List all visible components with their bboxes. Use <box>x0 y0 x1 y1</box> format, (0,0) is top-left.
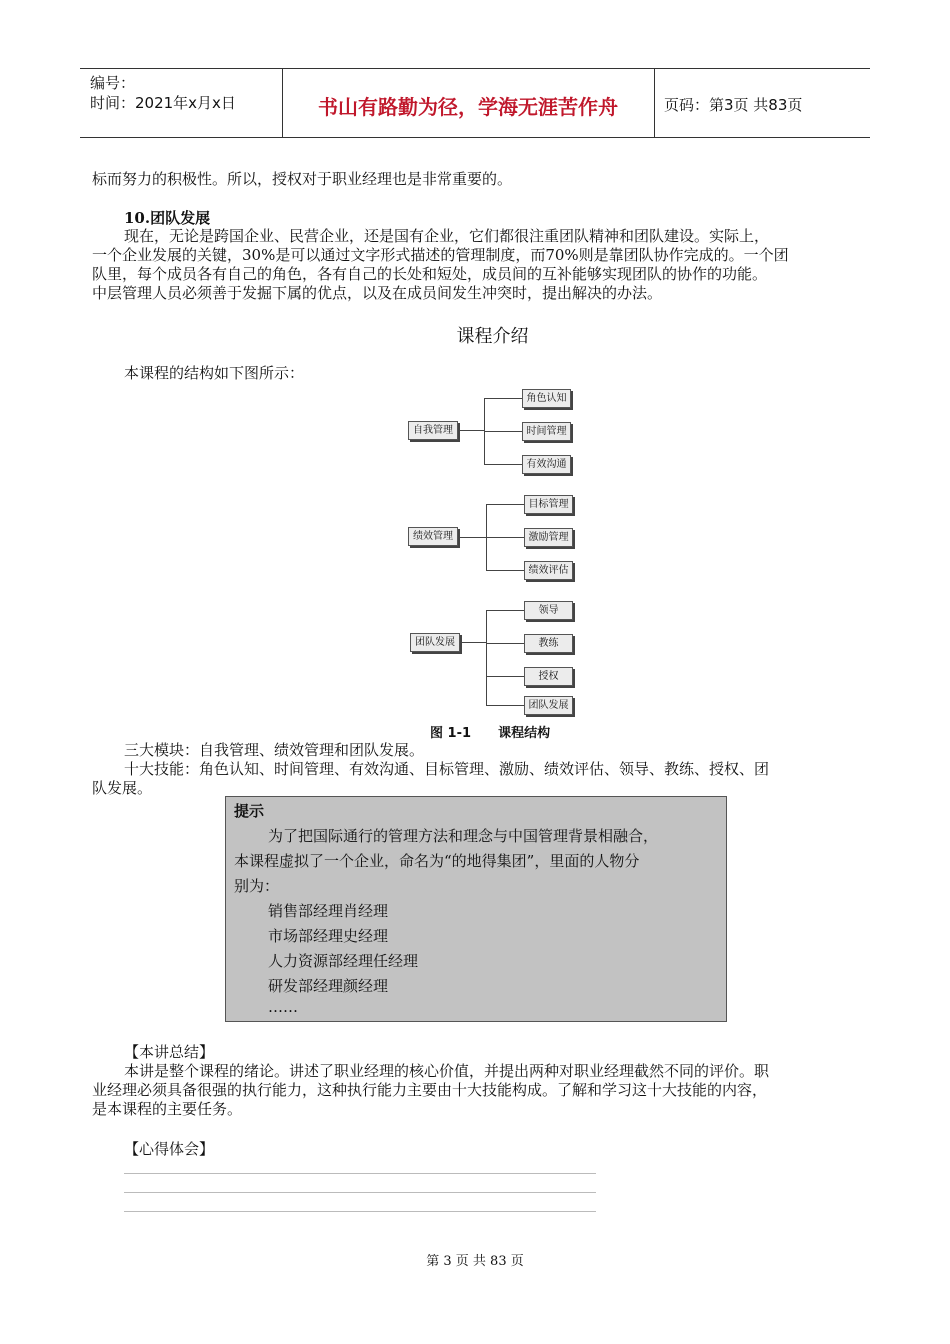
writing-line <box>124 1173 596 1174</box>
connector-line <box>486 676 524 677</box>
skills-line: 队发展。 <box>92 779 153 797</box>
tip-person: 研发部经理颜经理 <box>268 977 389 995</box>
header-motto: 书山有路勤为径，学海无涯苦作舟 <box>318 95 618 119</box>
skills-line: 十大技能：角色认知、时间管理、有效沟通、目标管理、激励、绩效评估、领导、教练、授权、团 <box>124 760 770 778</box>
diagram-child-box: 时间管理 <box>522 422 571 441</box>
figure-caption: 图 1-1 课程结构 <box>430 726 551 741</box>
connector-line <box>458 537 486 538</box>
tip-person: 人力资源部经理任经理 <box>268 952 419 970</box>
diagram-child-box: 教练 <box>524 634 573 653</box>
connector-line <box>484 464 522 465</box>
connector-line <box>486 570 524 571</box>
tip-ellipsis: …… <box>268 998 298 1016</box>
diagram-child-box: 授权 <box>524 667 573 686</box>
connector-line <box>486 610 487 705</box>
diagram-root-box: 自我管理 <box>408 421 458 440</box>
writing-line <box>124 1192 596 1193</box>
lecture-summary-line: 业经理必须具备很强的执行能力，这种执行能力主要由十大技能构成。了解和学习这十大技能的内容， <box>92 1081 768 1099</box>
diagram-child-box: 目标管理 <box>524 495 573 514</box>
course-title: 课程介绍 <box>456 326 529 347</box>
diagram-root-box: 团队发展 <box>410 633 460 652</box>
connector-line <box>484 398 522 399</box>
diagram-child-box: 领导 <box>524 601 573 620</box>
doc-number-label: 编号： <box>90 74 136 92</box>
modules-line: 三大模块：自我管理、绩效管理和团队发展。 <box>124 741 425 759</box>
paragraph-continuation: 标而努力的积极性。所以，授权对于职业经理也是非常重要的。 <box>92 170 513 188</box>
tip-person: 销售部经理肖经理 <box>268 902 389 920</box>
tip-line: 本课程虚拟了一个企业，命名为“的地得集团”，里面的人物分 <box>234 852 640 870</box>
connector-line <box>486 610 524 611</box>
paragraph-line: 中层管理人员必须善于发掘下属的优点，以及在成员间发生冲突时，提出解决的办法。 <box>92 284 663 302</box>
diagram-child-box: 绩效评估 <box>524 561 573 580</box>
paragraph-line: 队里，每个成员各有自己的角色，各有自己的长处和短处，成员间的互补能够实现团队的协作的功能。 <box>92 265 768 283</box>
section-heading: 10.团队发展 <box>124 209 211 227</box>
tip-line: 别为： <box>234 877 280 895</box>
header-page-info: 页码：第3页 共83页 <box>664 96 803 114</box>
lecture-summary-line: 本讲是整个课程的绪论。讲述了职业经理的核心价值，并提出两种对职业经理截然不同的评价。职 <box>124 1062 770 1080</box>
diagram-child-box: 团队发展 <box>524 696 573 715</box>
connector-line <box>486 643 524 644</box>
doc-date: 时间：2021年x月x日 <box>90 94 236 112</box>
paragraph-line: 现在，无论是跨国企业、民营企业，还是国有企业，它们都很注重团队精神和团队建设。实际上， <box>124 227 770 245</box>
paragraph-line: 一个企业发展的关键，30%是可以通过文字形式描述的管理制度，而70%则是靠团队协作完成的。一个团 <box>92 246 789 264</box>
connector-line <box>484 431 522 432</box>
tip-title: 提示 <box>234 802 265 820</box>
writing-line <box>124 1211 596 1212</box>
connector-line <box>460 642 486 643</box>
lecture-summary-line: 是本课程的主要任务。 <box>92 1100 243 1118</box>
diagram-child-box: 激励管理 <box>524 528 573 547</box>
diagram-root-box: 绩效管理 <box>408 527 458 546</box>
connector-line <box>486 504 524 505</box>
diagram-child-box: 有效沟通 <box>522 455 571 474</box>
tip-person: 市场部经理史经理 <box>268 927 389 945</box>
diagram-child-box: 角色认知 <box>522 389 571 408</box>
connector-line <box>486 537 524 538</box>
connector-line <box>486 705 524 706</box>
tip-line: 为了把国际通行的管理方法和理念与中国管理背景相融合， <box>268 827 659 845</box>
lecture-summary-title: 【本讲总结】 <box>124 1043 215 1061</box>
reflection-title: 【心得体会】 <box>124 1140 215 1158</box>
structure-intro: 本课程的结构如下图所示： <box>124 364 305 382</box>
page-footer: 第 3 页 共 83 页 <box>426 1254 524 1269</box>
connector-line <box>458 430 484 431</box>
tip-box <box>225 796 727 1022</box>
